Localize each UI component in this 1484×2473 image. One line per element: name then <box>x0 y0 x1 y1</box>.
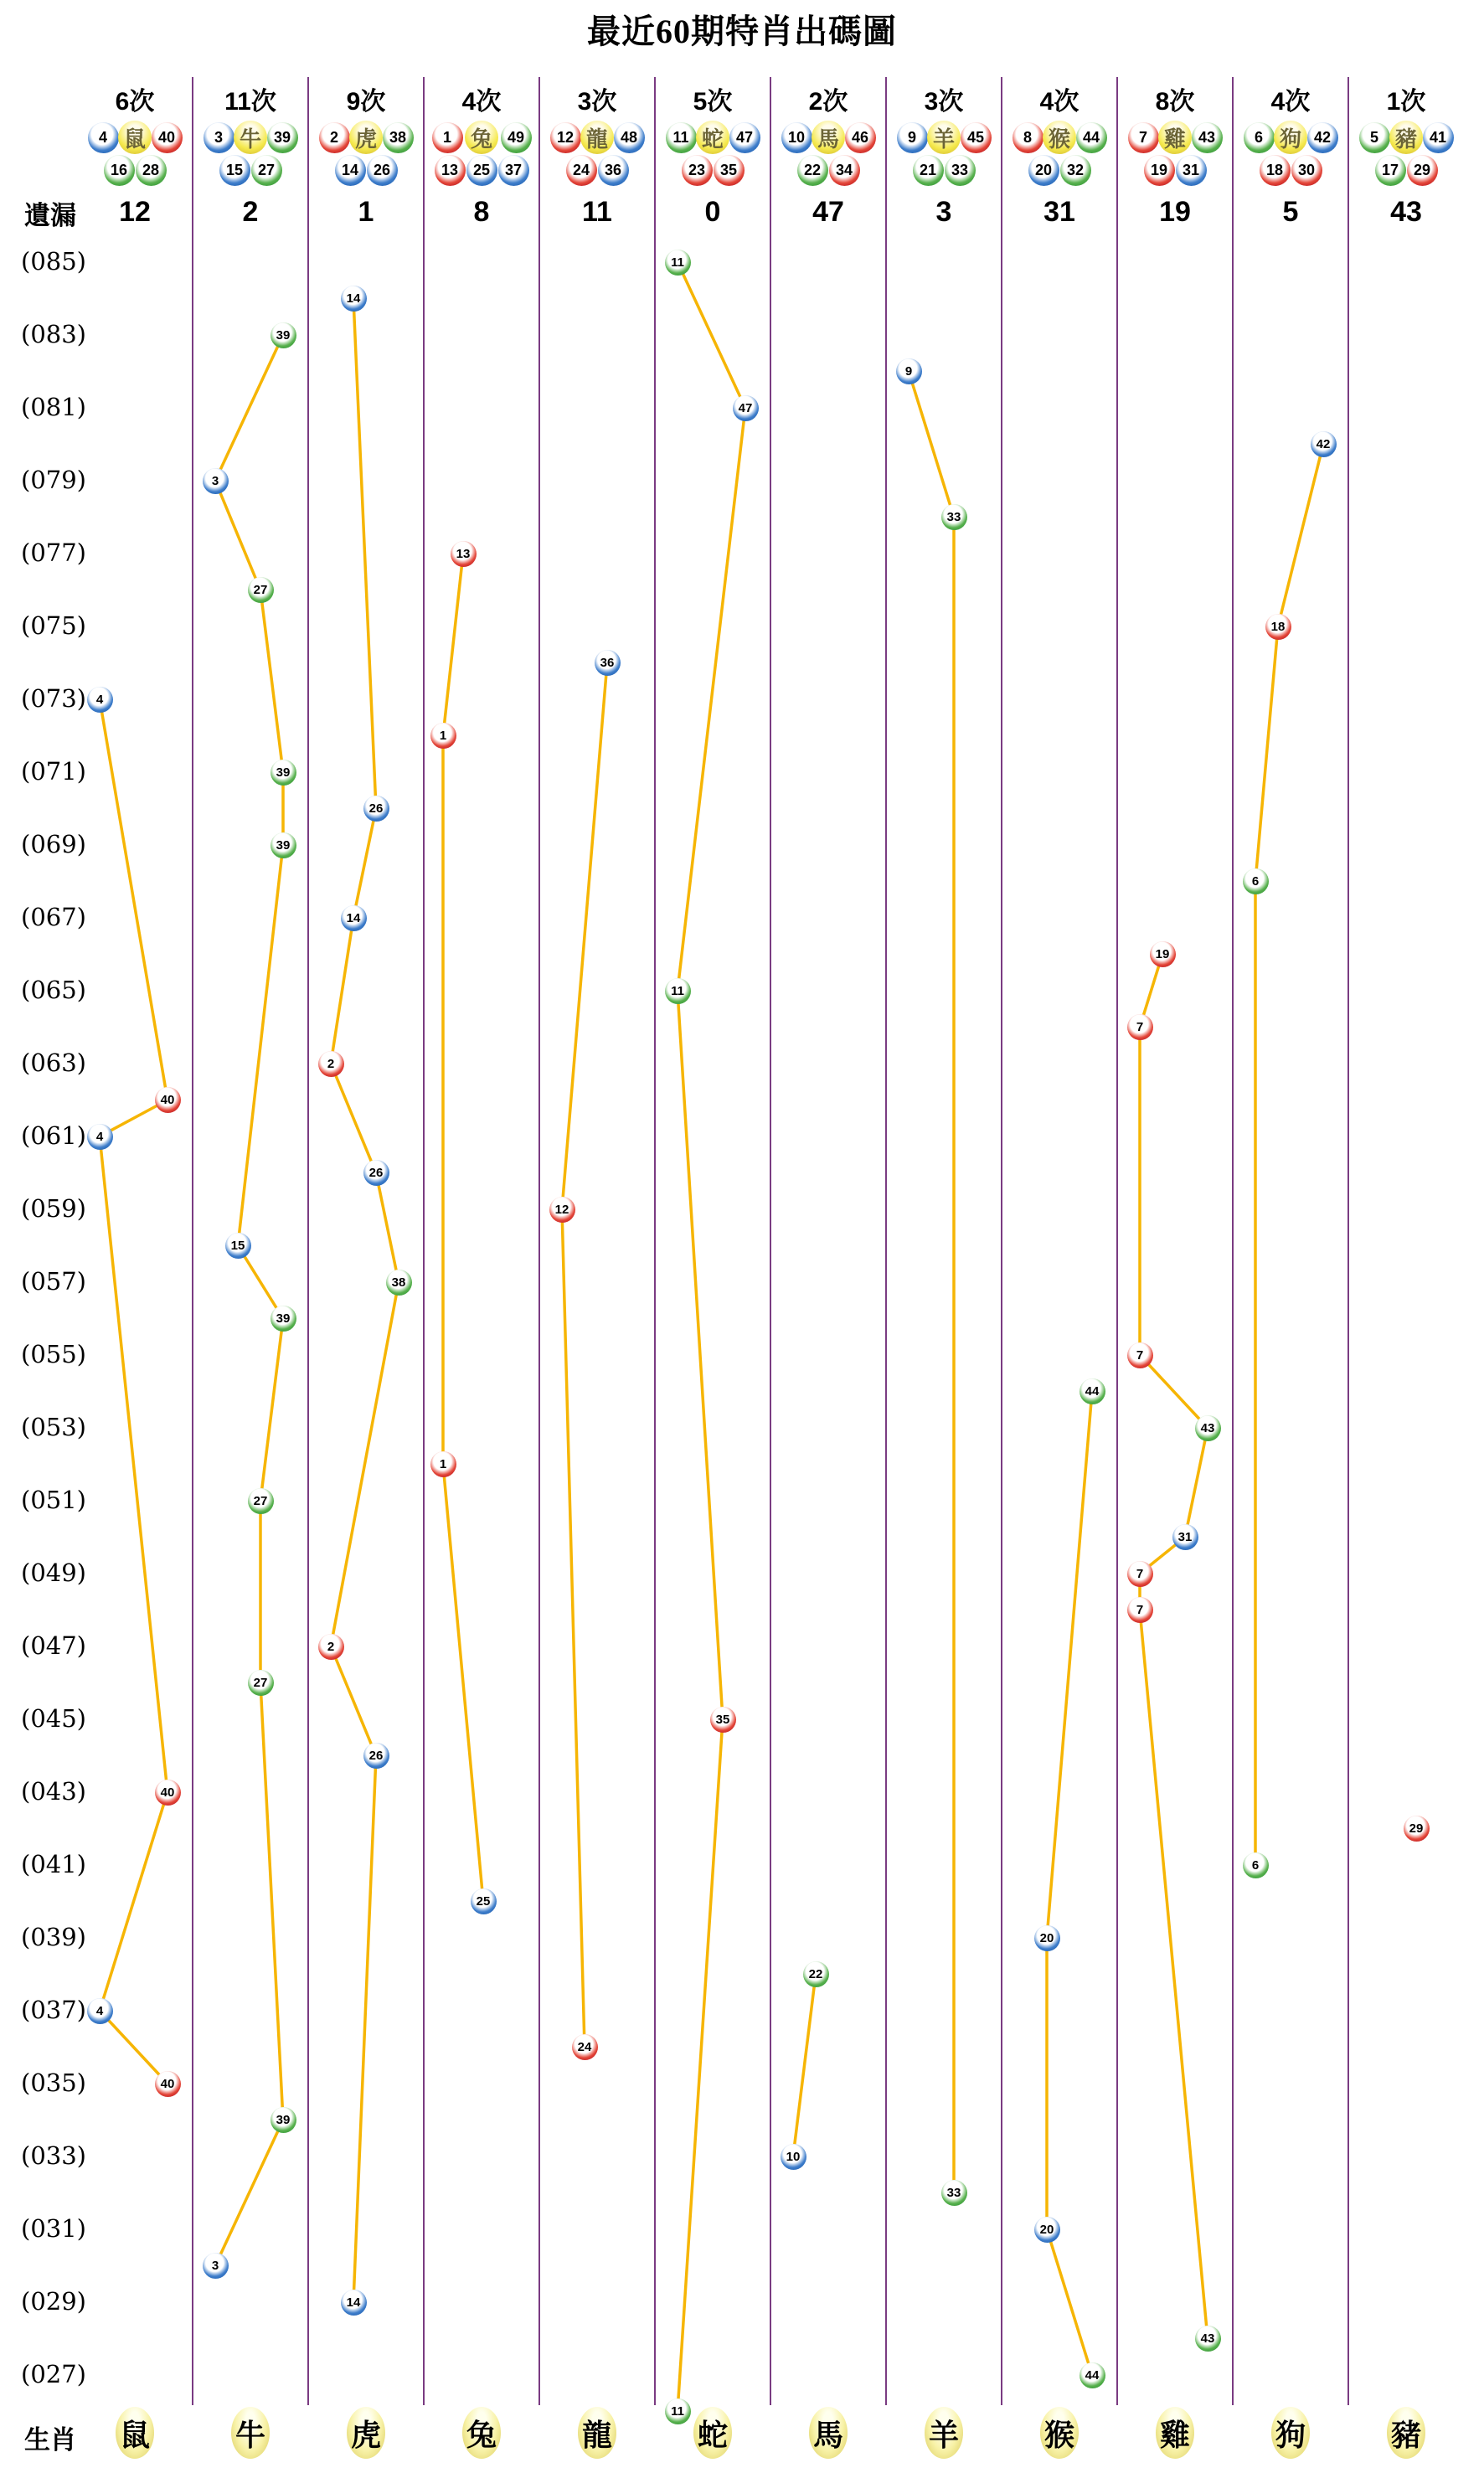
period-label: (057) <box>21 1267 86 1296</box>
period-label: (037) <box>21 1996 86 2024</box>
zodiac-footer-oval <box>231 2407 270 2459</box>
zodiac-row-label: 生肖 <box>24 2425 76 2455</box>
trend-line-牛 <box>215 335 283 2266</box>
header-number-ball: 10 <box>781 122 812 153</box>
chart-number-ball: 3 <box>203 468 229 494</box>
zodiac-footer-oval <box>1387 2407 1425 2459</box>
chart-number-ball: 13 <box>451 541 477 567</box>
header-number-ball: 8 <box>1013 122 1043 153</box>
header-zodiac-ball: 猴 <box>1043 121 1076 154</box>
header-number-ball: 44 <box>1076 122 1107 153</box>
miss-row-label: 遺漏 <box>24 201 76 230</box>
chart-number-ball: 39 <box>271 2107 296 2133</box>
header-number-ball: 49 <box>501 122 532 153</box>
column-times-count: 4次 <box>1270 88 1311 116</box>
column-separator <box>538 77 540 2405</box>
chart-number-ball: 25 <box>471 1888 497 1914</box>
header-number-ball: 35 <box>714 155 745 186</box>
chart-number-ball: 3 <box>203 2253 229 2279</box>
header-number-ball: 34 <box>829 155 860 186</box>
period-label: (047) <box>21 1631 86 1660</box>
trend-line-龍 <box>562 663 607 2048</box>
header-number-ball: 28 <box>136 155 167 186</box>
chart-number-ball: 4 <box>87 687 113 713</box>
miss-count: 31 <box>1043 196 1075 228</box>
header-number-ball: 32 <box>1060 155 1091 186</box>
zodiac-footer-char: 羊 <box>928 2418 959 2452</box>
chart-number-ball: 44 <box>1080 1378 1105 1404</box>
chart-number-ball: 43 <box>1195 2326 1221 2352</box>
column-times-count: 4次 <box>1039 88 1080 116</box>
column-times-count: 3次 <box>577 88 617 116</box>
column-times-count: 2次 <box>808 88 848 116</box>
chart-number-ball: 31 <box>1172 1524 1198 1550</box>
period-label: (061) <box>21 1121 86 1150</box>
trend-line-虎 <box>331 299 399 2303</box>
header-number-ball: 37 <box>498 155 529 186</box>
chart-number-ball: 36 <box>595 650 621 676</box>
chart-number-ball: 14 <box>341 905 367 931</box>
zodiac-footer-char: 龍 <box>581 2418 612 2452</box>
chart-number-ball: 11 <box>665 978 691 1004</box>
zodiac-footer-oval <box>925 2407 963 2459</box>
chart-number-ball: 33 <box>941 2180 967 2206</box>
header-zodiac-ball: 羊 <box>927 121 961 154</box>
header-number-ball: 29 <box>1407 155 1438 186</box>
chart-number-ball: 26 <box>363 796 389 822</box>
header-number-ball: 15 <box>219 155 250 186</box>
miss-count: 2 <box>242 196 259 228</box>
zodiac-footer-char: 鼠 <box>119 2418 150 2452</box>
period-label: (065) <box>21 976 86 1004</box>
header-number-ball: 47 <box>729 122 760 153</box>
chart-number-ball: 40 <box>155 1780 181 1806</box>
zodiac-footer-oval <box>1271 2407 1310 2459</box>
chart-number-ball: 24 <box>572 2034 598 2060</box>
header-number-ball: 20 <box>1028 155 1059 186</box>
chart-number-ball: 14 <box>341 2290 367 2316</box>
header-zodiac-ball: 虎 <box>349 121 383 154</box>
chart-number-ball: 27 <box>248 577 274 603</box>
chart-number-ball: 19 <box>1150 941 1176 967</box>
chart-number-ball: 2 <box>318 1051 344 1077</box>
column-separator <box>885 77 887 2405</box>
header-number-ball: 25 <box>466 155 497 186</box>
miss-count: 11 <box>582 196 612 228</box>
zodiac-footer-oval <box>693 2407 732 2459</box>
column-separator <box>1001 77 1002 2405</box>
chart-number-ball: 2 <box>318 1634 344 1660</box>
period-label: (069) <box>21 830 86 858</box>
zodiac-footer-char: 豬 <box>1390 2418 1421 2452</box>
chart-number-ball: 22 <box>803 1961 829 1987</box>
period-label: (027) <box>21 2360 86 2388</box>
column-times-count: 3次 <box>924 88 964 116</box>
header-zodiac-ball: 雞 <box>1158 121 1192 154</box>
chart-number-ball: 7 <box>1127 1014 1153 1040</box>
column-times-count: 9次 <box>346 88 386 116</box>
column-separator <box>307 77 309 2405</box>
period-label: (063) <box>21 1048 86 1077</box>
chart-number-ball: 10 <box>781 2144 806 2170</box>
chart-number-ball: 1 <box>430 723 456 749</box>
zodiac-footer-oval <box>1156 2407 1194 2459</box>
period-label: (043) <box>21 1777 86 1806</box>
chart-number-ball: 4 <box>87 1124 113 1150</box>
zodiac-footer-char: 蛇 <box>697 2418 728 2452</box>
chart-number-ball: 20 <box>1034 1925 1060 1951</box>
header-number-ball: 11 <box>666 122 697 153</box>
zodiac-footer-oval <box>809 2407 848 2459</box>
header-number-ball: 46 <box>845 122 876 153</box>
chart-number-ball: 27 <box>248 1670 274 1696</box>
chart-number-ball: 26 <box>363 1160 389 1186</box>
zodiac-footer-char: 馬 <box>812 2418 843 2452</box>
chart-number-ball: 14 <box>341 286 367 312</box>
header-number-ball: 42 <box>1307 122 1338 153</box>
period-label: (031) <box>21 2214 86 2243</box>
header-number-ball: 2 <box>319 122 350 153</box>
chart-number-ball: 4 <box>87 1998 113 2024</box>
chart-number-ball: 40 <box>155 1087 181 1113</box>
chart-number-ball: 42 <box>1311 431 1337 457</box>
chart-number-ball: 44 <box>1080 2362 1105 2388</box>
period-label: (077) <box>21 538 86 567</box>
header-number-ball: 38 <box>383 122 414 153</box>
miss-count: 43 <box>1390 196 1422 228</box>
period-label: (029) <box>21 2287 86 2316</box>
header-number-ball: 33 <box>945 155 976 186</box>
header-zodiac-ball: 牛 <box>234 121 267 154</box>
period-label: (051) <box>21 1486 86 1514</box>
column-separator <box>1232 77 1234 2405</box>
miss-count: 3 <box>935 196 952 228</box>
header-number-ball: 43 <box>1192 122 1223 153</box>
zodiac-footer-oval <box>578 2407 616 2459</box>
period-label: (079) <box>21 466 86 494</box>
header-number-ball: 40 <box>152 122 183 153</box>
column-separator <box>423 77 425 2405</box>
header-zodiac-ball: 馬 <box>812 121 845 154</box>
chart-number-ball: 39 <box>271 322 296 348</box>
header-number-ball: 24 <box>566 155 597 186</box>
column-times-count: 1次 <box>1386 88 1426 116</box>
period-label: (075) <box>21 611 86 640</box>
chart-number-ball: 35 <box>710 1707 736 1733</box>
chart-number-ball: 12 <box>549 1197 575 1223</box>
header-zodiac-ball: 鼠 <box>118 121 152 154</box>
header-number-ball: 30 <box>1291 155 1322 186</box>
chart-number-ball: 26 <box>363 1743 389 1769</box>
chart-number-ball: 29 <box>1404 1816 1430 1842</box>
header-number-ball: 3 <box>204 122 234 153</box>
trend-line-雞 <box>1140 955 1208 2339</box>
column-times-count: 8次 <box>1155 88 1195 116</box>
header-number-ball: 13 <box>435 155 466 186</box>
period-label: (049) <box>21 1559 86 1587</box>
header-number-ball: 31 <box>1176 155 1207 186</box>
column-separator <box>770 77 771 2405</box>
header-number-ball: 17 <box>1375 155 1406 186</box>
chart-number-ball: 39 <box>271 832 296 858</box>
miss-count: 8 <box>473 196 490 228</box>
chart-number-ball: 47 <box>733 395 759 421</box>
header-zodiac-ball: 蛇 <box>696 121 729 154</box>
header-number-ball: 36 <box>598 155 629 186</box>
period-label: (083) <box>21 320 86 348</box>
period-label: (085) <box>21 247 86 276</box>
header-number-ball: 4 <box>88 122 119 153</box>
header-number-ball: 39 <box>267 122 298 153</box>
chart-number-ball: 33 <box>941 504 967 530</box>
header-number-ball: 41 <box>1423 122 1454 153</box>
chart-number-ball: 6 <box>1243 868 1269 894</box>
chart-number-ball: 39 <box>271 1306 296 1332</box>
miss-count: 5 <box>1282 196 1299 228</box>
chart-number-ball: 7 <box>1127 1561 1153 1587</box>
header-number-ball: 26 <box>367 155 398 186</box>
period-label: (053) <box>21 1413 86 1441</box>
header-number-ball: 22 <box>797 155 828 186</box>
trend-line-鼠 <box>100 699 167 2084</box>
chart-number-ball: 11 <box>665 250 691 276</box>
chart-number-ball: 27 <box>248 1488 274 1514</box>
header-number-ball: 6 <box>1244 122 1275 153</box>
header-number-ball: 21 <box>913 155 944 186</box>
chart-number-ball: 39 <box>271 760 296 786</box>
column-times-count: 5次 <box>693 88 733 116</box>
period-label: (033) <box>21 2141 86 2170</box>
header-zodiac-ball: 兔 <box>465 121 498 154</box>
miss-count: 12 <box>119 196 151 228</box>
chart-number-ball: 9 <box>896 358 922 384</box>
period-label: (035) <box>21 2069 86 2097</box>
header-number-ball: 23 <box>682 155 713 186</box>
miss-count: 1 <box>358 196 374 228</box>
period-label: (073) <box>21 684 86 713</box>
zodiac-footer-char: 虎 <box>350 2418 381 2452</box>
zodiac-footer-oval <box>462 2407 501 2459</box>
chart-number-ball: 20 <box>1034 2217 1060 2243</box>
zodiac-footer-char: 牛 <box>234 2418 265 2452</box>
miss-count: 19 <box>1159 196 1191 228</box>
header-number-ball: 45 <box>961 122 992 153</box>
zodiac-footer-char: 猴 <box>1043 2418 1074 2452</box>
period-label: (041) <box>21 1850 86 1878</box>
zodiac-footer-oval <box>347 2407 385 2459</box>
period-label: (039) <box>21 1923 86 1951</box>
header-number-ball: 5 <box>1359 122 1390 153</box>
header-number-ball: 19 <box>1144 155 1175 186</box>
header-number-ball: 9 <box>897 122 928 153</box>
chart-number-ball: 15 <box>225 1233 251 1259</box>
chart-number-ball: 40 <box>155 2071 181 2097</box>
zodiac-footer-oval <box>1040 2407 1079 2459</box>
chart-number-ball: 6 <box>1243 1852 1269 1878</box>
header-number-ball: 14 <box>335 155 366 186</box>
zodiac-footer-char: 狗 <box>1275 2418 1306 2452</box>
header-number-ball: 7 <box>1128 122 1159 153</box>
zodiac-footer-oval <box>116 2407 154 2459</box>
period-label: (081) <box>21 393 86 421</box>
column-separator <box>192 77 193 2405</box>
trend-line-羊 <box>909 372 954 2193</box>
period-label: (055) <box>21 1340 86 1368</box>
miss-count: 47 <box>812 196 844 228</box>
header-number-ball: 48 <box>614 122 645 153</box>
trend-line-蛇 <box>678 262 745 2412</box>
trend-line-狗 <box>1255 445 1323 1866</box>
chart-number-ball: 1 <box>430 1451 456 1477</box>
chart-title: 最近60期特肖出碼圖 <box>587 13 897 50</box>
period-label: (067) <box>21 903 86 931</box>
chart-number-ball: 38 <box>386 1270 412 1296</box>
period-label: (071) <box>21 757 86 786</box>
chart-number-ball: 43 <box>1195 1415 1221 1441</box>
column-separator <box>654 77 656 2405</box>
header-number-ball: 12 <box>550 122 581 153</box>
trend-line-兔 <box>443 554 483 1902</box>
header-number-ball: 1 <box>432 122 463 153</box>
chart-number-ball: 18 <box>1265 614 1291 640</box>
column-times-count: 11次 <box>224 88 276 116</box>
chart-number-ball: 7 <box>1127 1342 1153 1368</box>
period-label: (059) <box>21 1194 86 1223</box>
trend-line-馬 <box>793 1975 816 2157</box>
column-times-count: 6次 <box>115 88 155 116</box>
header-zodiac-ball: 豬 <box>1389 121 1423 154</box>
period-label: (045) <box>21 1704 86 1733</box>
zodiac-footer-char: 雞 <box>1159 2418 1190 2452</box>
column-times-count: 4次 <box>461 88 502 116</box>
miss-count: 0 <box>704 196 721 228</box>
column-separator <box>1116 77 1118 2405</box>
header-zodiac-ball: 龍 <box>580 121 614 154</box>
zodiac-footer-char: 兔 <box>466 2418 497 2452</box>
header-number-ball: 18 <box>1260 155 1291 186</box>
chart-number-ball: 7 <box>1127 1597 1153 1623</box>
header-zodiac-ball: 狗 <box>1274 121 1307 154</box>
chart-number-ball: 11 <box>665 2398 691 2424</box>
header-number-ball: 27 <box>251 155 282 186</box>
header-number-ball: 16 <box>104 155 135 186</box>
column-separator <box>1347 77 1349 2405</box>
